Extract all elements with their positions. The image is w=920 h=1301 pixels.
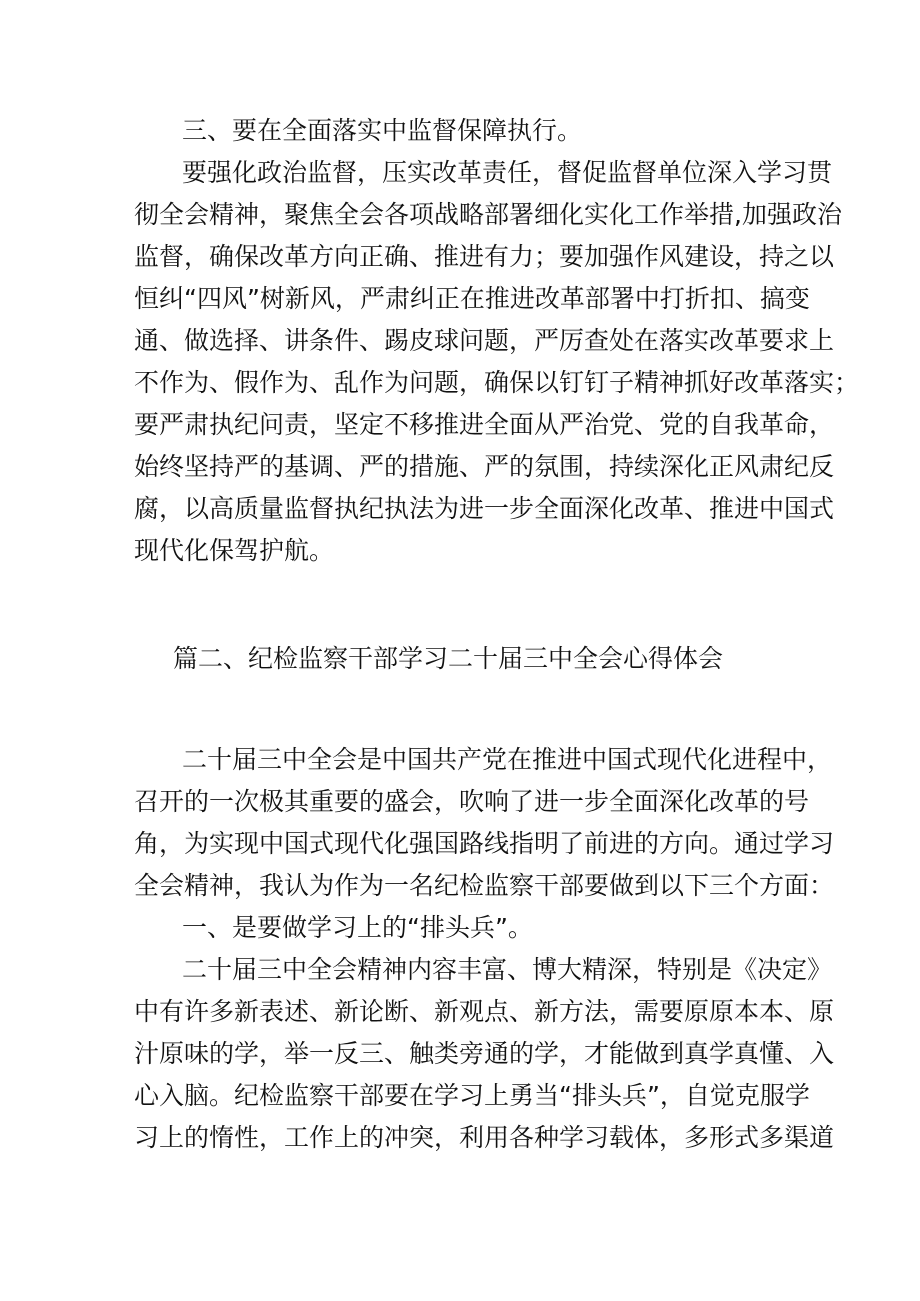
article-two-intro-line-1: 二十届三中全会是中国共产党在推进中国式现代化进程中， <box>182 745 833 774</box>
section-one-heading: 三、要在全面落实中监督保障执行。 <box>182 116 583 145</box>
article-two-intro-line-4: 全会精神，我认为作为一名纪检监察干部要做到以下三个方面： <box>134 871 835 900</box>
section-one-line-5: 通、做选择、讲条件、踢皮球问题，严厉查处在落实改革要求上 <box>134 326 835 355</box>
point-one-line-1: 二十届三中全会精神内容丰富、博大精深，特别是《决定》 <box>182 955 833 984</box>
section-one-line-1: 要强化政治监督，压实改革责任，督促监督单位深入学习贯 <box>182 158 833 187</box>
section-one-line-10: 现代化保驾护航。 <box>134 536 335 565</box>
section-one-line-6: 不作为、假作为、乱作为问题，确保以钉钉子精神抓好改革落实； <box>134 368 860 397</box>
article-two-title: 篇二、纪检监察干部学习二十届三中全会心得体会 <box>173 644 724 673</box>
section-one-line-7: 要严肃执纪问责，坚定不移推进全面从严治党、党的自我革命， <box>134 410 835 439</box>
point-one-line-5: 习上的惰性，工作上的冲突，利用各种学习载体，多形式多渠道 <box>134 1123 835 1152</box>
section-one-line-8: 始终坚持严的基调、严的措施、严的氛围，持续深化正风肃纪反 <box>134 452 835 481</box>
point-one-line-3: 汁原味的学，举一反三、触类旁通的学，才能做到真学真懂、入 <box>134 1039 835 1068</box>
article-two-intro-line-3: 角，为实现中国式现代化强国路线指明了前进的方向。通过学习 <box>134 829 835 858</box>
section-one-line-9: 腐，以高质量监督执纪执法为进一步全面深化改革、推进中国式 <box>134 494 835 523</box>
point-one-line-4: 心入脑。纪检监察干部要在学习上勇当“排头兵”，自觉克服学 <box>134 1081 810 1110</box>
point-one-heading: 一、是要做学习上的“排头兵”。 <box>182 913 533 942</box>
article-two-intro-line-2: 召开的一次极其重要的盛会，吹响了进一步全面深化改革的号 <box>134 787 810 816</box>
section-one-line-2: 彻全会精神，聚焦全会各项战略部署细化实化工作举措,加强政治 <box>134 200 842 229</box>
section-one-line-4: 恒纠“四风”树新风，严肃纠正在推进改革部署中打折扣、搞变 <box>134 284 810 313</box>
section-one-line-3: 监督，确保改革方向正确、推进有力；要加强作风建设，持之以 <box>134 242 835 271</box>
point-one-line-2: 中有许多新表述、新论断、新观点、新方法，需要原原本本、原 <box>134 997 835 1026</box>
